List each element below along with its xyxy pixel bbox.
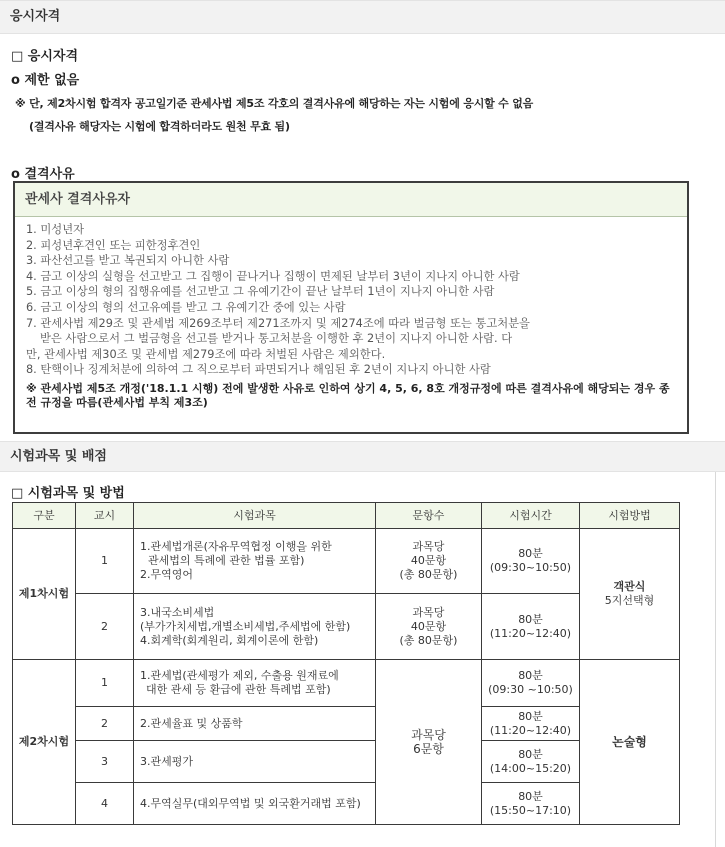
list-item: 3. 파산선고를 받고 복권되지 아니한 사람 [26,254,230,268]
subject-line: 1.관세법개론(자유무역협정 이행을 위한 [140,540,332,553]
time-line: (14:00~15:20) [489,761,572,775]
list-item: 2. 피성년후견인 또는 피한정후견인 [26,238,201,252]
count-line: 6문항 [413,742,444,756]
subject-line: 3.내국소비세법 [140,605,215,619]
list-item: 4. 금고 이상의 실형을 선고받고 그 집행이 끝나거나 집행이 면제된 날부터 3년이 지나지 아니한 사람 [26,269,520,283]
method-cell [580,529,680,660]
time-line: (09:30~10:50) [489,561,572,574]
disqualification-box [13,181,689,434]
subject-line: 2.관세율표 및 상품학 [140,716,243,730]
no-limit-text: o 제한 없음 [11,73,80,88]
subject-cell [134,741,376,783]
time-cell [482,594,580,660]
subject-line: 4.회계학(회계원리, 회계이론에 한함) [140,633,319,647]
subjects-heading: □ 시험과목 및 방법 [11,486,125,501]
table-row [13,707,680,741]
period-cell: 2 [76,707,134,741]
subject-cell [134,594,376,660]
count-line: 과목당 [412,540,445,553]
period-cell: 1 [76,529,134,594]
time-cell [482,783,580,825]
table-row [13,783,680,825]
time-line: (15:50~17:10) [489,803,572,817]
box-title: 관세사 결격사유자 [15,183,687,217]
subject-cell [134,707,376,741]
section-title: 시험과목 및 배점 [10,449,107,464]
header-cell: 시험시간 [482,503,580,529]
header-cell: 교시 [76,503,134,529]
period-cell: 4 [76,783,134,825]
header-cell: 구분 [13,503,76,529]
list-item: 6. 금고 이상의 형의 선고유예를 받고 그 유예기간 중에 있는 사람 [26,300,346,314]
count-cell [376,660,482,825]
table-row [13,741,680,783]
count-line: 40문항 [410,619,447,633]
subject-cell [134,529,376,594]
count-line: (총 80문항) [399,568,458,581]
header-cell: 시험과목 [134,503,376,529]
list-item: 만, 관세사법 제30조 및 관세법 제279조에 따라 처벌된 사람은 제외한다. [26,347,386,361]
count-cell [376,594,482,660]
header-cell: 시험방법 [580,503,680,529]
subject-cell [134,660,376,707]
list-item: 7. 관세사법 제29조 및 관세법 제269조부터 제271조까지 및 제274조에 따라 벌금형 또는 통고처분을 [26,316,530,330]
subject-line: 대한 관세 등 환급에 관한 특례법 포함) [146,683,331,696]
header-cell: 문항수 [376,503,482,529]
time-cell [482,660,580,707]
period-cell: 3 [76,741,134,783]
time-line: (11:20~12:40) [489,626,572,640]
exam-table [12,502,680,825]
time-line: 80분 [518,547,543,560]
count-line: 과목당 [412,605,445,619]
time-cell [482,741,580,783]
time-line: (09:30 ~10:50) [488,683,573,696]
count-line: (총 80문항) [399,633,458,647]
disqualification-list [15,217,687,410]
section-bar-qualification [0,0,725,34]
exam-stage-label: 제1차시험 [13,529,76,660]
qualification-heading: □ 응시자격 [11,49,79,64]
table-row [13,660,680,707]
subject-cell [134,783,376,825]
note-line-2: (결격사유 해당자는 시험에 합격하더라도 원천 무효 됨) [29,120,290,133]
subject-line: (부가가치세법,개별소비세법,주세법에 한함) [140,619,351,633]
count-cell [376,529,482,594]
time-line: 80분 [518,709,543,723]
disqualification-heading: o 결격사유 [11,167,75,182]
table-header-row [13,503,680,529]
method-line: 5지선택형 [604,594,655,607]
section-title: 응시자격 [10,9,61,24]
list-item: 받은 사람으로서 그 벌금형을 선고를 받거나 통고처분을 이행한 후 2년이 지나지 아니한 사람. 다 [40,332,513,346]
box-footnote: ※ 관세사법 제5조 개정('18.1.1 시행) 전에 발생한 사유로 인하여 상기 4, 5, 6, 8호 개정규정에 따른 결격사유에 해당되는 경우 종전 규정을 따름(관세사법 부칙 제3조) [26,381,670,409]
list-item: 8. 탄핵이나 징계처분에 의하여 그 직으로부터 파면되거나 해임된 후 2년이 지나지 아니한 사람 [26,363,491,377]
count-line: 40문항 [410,554,447,567]
time-cell [482,707,580,741]
count-line: 과목당 [411,728,446,742]
subject-line: 관세법의 특례에 관한 법률 포함) [148,554,305,567]
exam-stage-label: 제2차시험 [13,660,76,825]
method-line: 객관식 [613,580,646,593]
time-cell [482,529,580,594]
time-line: (11:20~12:40) [489,723,572,737]
method-cell: 논술형 [580,660,680,825]
time-line: 80분 [518,747,543,761]
list-item: 1. 미성년자 [26,223,85,236]
subject-line: 1.관세법(관세평가 제외, 수출용 원재료에 [140,669,339,682]
table-row [13,529,680,594]
time-line: 80분 [518,789,543,803]
period-cell: 1 [76,660,134,707]
period-cell: 2 [76,594,134,660]
subject-line: 4.무역실무(대외무역법 및 외국환거래법 포함) [140,796,361,810]
time-line: 80분 [518,612,543,626]
time-line: 80분 [518,669,543,682]
section-bar-subjects [0,441,725,472]
table-row [13,594,680,660]
subject-line: 2.무역영어 [140,568,193,581]
note-line-1: ※ 단, 제2차시험 합격자 공고일기준 관세사법 제5조 각호의 결격사유에 해당하는 자는 시험에 응시할 수 없음 [15,97,534,110]
subject-line: 3.관세평가 [140,754,193,768]
list-item: 5. 금고 이상의 형의 집행유예를 선고받고 그 유예기간이 끝난 날부터 1년이 지나지 아니한 사람 [26,285,495,299]
